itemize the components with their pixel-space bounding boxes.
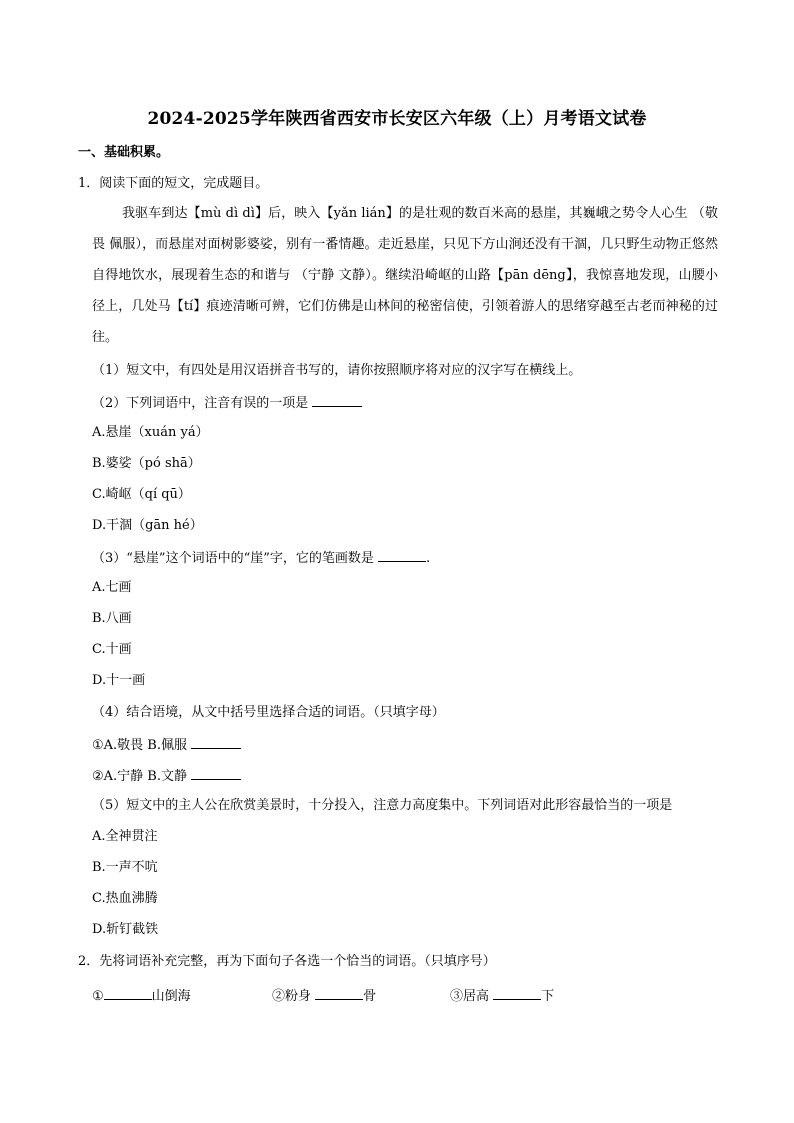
passage-seg-3: 的是壮观的数百米高的悬崖，其巍峨之势令人心生	[399, 206, 688, 221]
answer-blank[interactable]	[378, 549, 426, 562]
option: B.八画	[92, 611, 132, 626]
page-title: 2024-2025学年陕西省西安市长安区六年级（上）月考语文试卷	[147, 109, 647, 129]
option: D.斩钉截铁	[92, 922, 159, 937]
passage-seg-5: （宁静 文静）。继续沿崎岖的山路【pān dēng】	[294, 268, 573, 283]
sub-question-1: （1）短文中，有四处是用汉语拼音书写的，请你按照顺序将对应的汉字写在横线上。	[92, 363, 582, 378]
answer-blank[interactable]	[312, 394, 362, 407]
option: D.十一画	[92, 673, 146, 688]
passage-seg-2: 后，映入【yǎn lián】	[268, 206, 400, 221]
passage-seg-7: 痕迹清晰可辨，它们仿佛是山林间的秘密信使，引领着游人的思绪穿越至古老而神秘的过往。	[92, 299, 718, 345]
idiom-suffix: 山倒海	[151, 989, 191, 1004]
option: C.十画	[92, 642, 132, 657]
idiom-prefix: ②粉身	[272, 989, 312, 1004]
question-1-stem: 1．阅读下面的短文，完成题目。	[78, 176, 269, 191]
sub-question-2	[92, 394, 362, 412]
idiom-item	[450, 987, 554, 1005]
sub-question-4-item	[92, 736, 241, 754]
answer-blank[interactable]	[191, 767, 241, 780]
sub-question-4-item	[92, 767, 241, 785]
idiom-prefix: ①	[92, 989, 104, 1004]
idiom-item	[272, 987, 376, 1005]
option: C.崎岖（qí qū）	[92, 487, 191, 502]
idiom-suffix: 下	[541, 989, 555, 1004]
option: B.婆娑（pó shā）	[92, 456, 201, 471]
passage	[92, 198, 718, 353]
item-text: ②A.宁静 B.文静	[92, 769, 187, 784]
period: .	[426, 551, 431, 566]
answer-blank[interactable]	[315, 987, 363, 1000]
section-heading: 一、基础积累。	[78, 145, 170, 160]
idiom-suffix: 骨	[363, 989, 377, 1004]
answer-blank[interactable]	[191, 736, 241, 749]
option: A.七画	[92, 580, 132, 595]
option: B.一声不吭	[92, 860, 158, 875]
sub-question-5: （5）短文中的主人公在欣赏美景时，十分投入，注意力高度集中。下列词语对此形容最恰当的一项是	[92, 798, 673, 813]
item-text: ①A.敬畏 B.佩服	[92, 738, 187, 753]
passage-seg-6: ，我惊喜地发现，山腰小径上，几处马【tí】	[92, 268, 718, 314]
question-2-stem: 2．先将词语补充完整，再为下面句子各选一个恰当的词语。（只填序号）	[78, 954, 496, 969]
sub-question-3-text: （3）“悬崖”这个词语中的“崖”字，它的笔画数是	[92, 551, 374, 566]
option: C.热血沸腾	[92, 891, 158, 906]
sub-question-4: （4）结合语境，从文中括号里选择合适的词语。（只填字母）	[92, 705, 445, 720]
option: D.干涸（gān hé）	[92, 518, 203, 533]
idiom-item	[92, 987, 191, 1005]
idiom-prefix: ③居高	[450, 989, 490, 1004]
answer-blank[interactable]	[493, 987, 541, 1000]
passage-seg-4: （敬畏 佩服），而悬崖对面树影婆娑，别有一番情趣。走近悬崖，只见下方山涧还没有干涸，几只野生动物正悠然自得地饮水，展现着生态的和谐与	[92, 206, 718, 283]
sub-question-2-text: （2）下列词语中，注音有误的一项是	[92, 396, 309, 411]
option: A.悬崖（xuán yá）	[92, 425, 209, 440]
sub-question-3	[92, 549, 430, 567]
option: A.全神贯注	[92, 829, 158, 844]
answer-blank[interactable]	[104, 987, 152, 1000]
passage-seg-1: 我驱车到达【mù dì dì】	[122, 206, 269, 221]
